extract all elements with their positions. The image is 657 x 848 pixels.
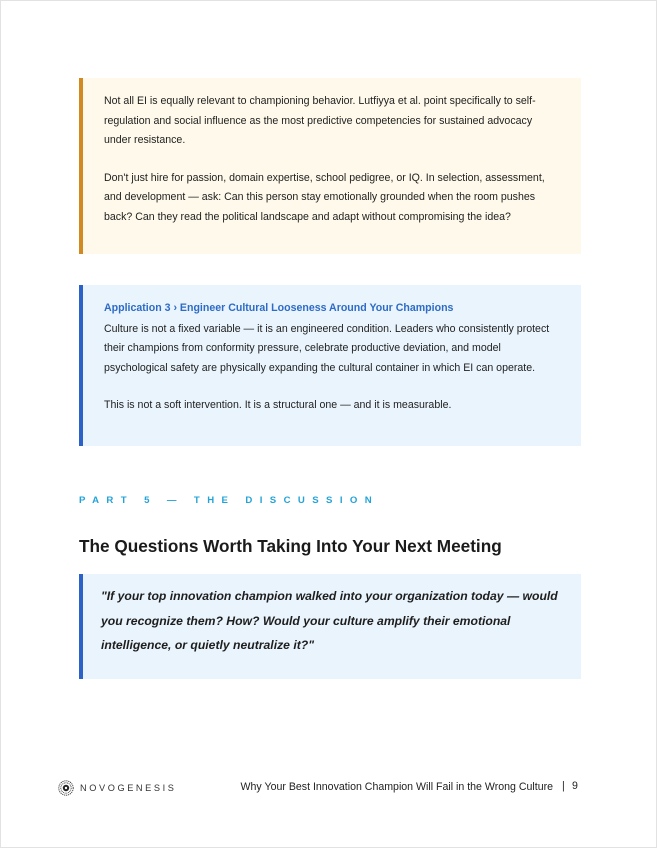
section-title: The Questions Worth Taking Into Your Next Meeting — [79, 536, 502, 556]
ei-callout-box — [79, 78, 581, 254]
ei-callout-paragraph-1: Not all EI is equally relevant to championing behavior. Lutfiyya et al. point specifically to self-regulation and social influence as the most predictive competencies for sustained advocacy under resistance. — [104, 95, 536, 146]
footer-separator: | — [562, 780, 565, 792]
paragraph-gap — [104, 151, 561, 169]
page-number: 9 — [572, 780, 578, 792]
application-3-heading: Application 3 › Engineer Cultural Looseness Around Your Champions — [104, 302, 454, 314]
discussion-quote: "If your top innovation champion walked into your organization today — would you recognize them? How? Would your culture amplify their emotional intelligence, or quietly neutralize it?" — [79, 574, 581, 679]
application-3-paragraph-1: Culture is not a fixed variable — it is an engineered condition. Leaders who consistently protect their champions from conformity pressure, celebrate productive deviation, and model psychological safety are physically expanding the cultural container in which EI can operate. — [104, 322, 550, 374]
footer-logo — [58, 780, 177, 796]
application-3-paragraph-2: This is not a soft intervention. It is a structural one — and it is measurable. — [104, 399, 452, 411]
footer-document-title: Why Your Best Innovation Champion Will Fail in the Wrong Culture — [240, 781, 553, 793]
brand-name: NOVOGENESIS — [80, 783, 177, 793]
ei-callout-paragraph-2: Don't just hire for passion, domain expertise, school pedigree, or IQ. In selection, assessment, and development — ask: Can this person stay emotionally grounded when the room pushes back? Can they read the political landscape and adapt without compromising the idea? — [104, 171, 545, 223]
novogenesis-logo-icon — [58, 780, 74, 796]
application-3-callout-box — [79, 285, 581, 446]
paragraph-gap — [104, 378, 561, 396]
section-label: PART 5 — THE DISCUSSION — [79, 495, 380, 506]
